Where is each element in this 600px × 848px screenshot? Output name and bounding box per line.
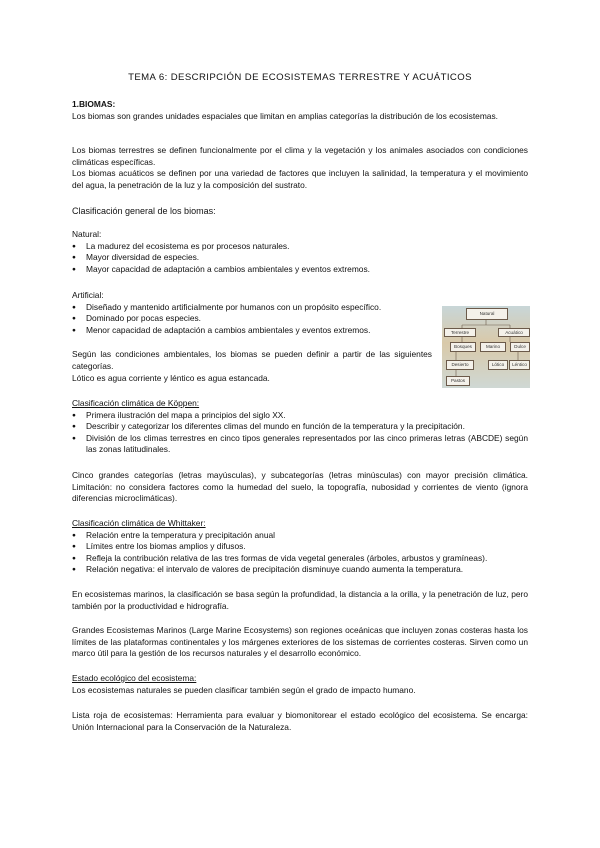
whittaker-section bbox=[72, 518, 528, 576]
diagram-box-terrestre: Terrestre bbox=[444, 328, 476, 337]
koppen-heading: Clasificación climática de Köppen: bbox=[72, 398, 200, 408]
diagram-box-marino: Marino bbox=[480, 342, 506, 352]
list-item: ● División de los climas terrestres en cinco tipos generales representados por las cinco primeras letras (ABCDE) según las zonas latitudinales. bbox=[72, 433, 528, 456]
estado-heading: Estado ecológico del ecosistema: bbox=[72, 673, 197, 683]
artificial-heading: Artificial: bbox=[72, 290, 104, 300]
estado-text: Los ecosistemas naturales se pueden clasificar también según el grado de impacto humano. bbox=[72, 684, 416, 695]
diagram-box-bosques: Bosques bbox=[450, 342, 476, 352]
biomas-acuaticos-paragraph: Los biomas acuáticos se definen por una variedad de factores que incluyen la salinidad, la temperatura y el movimiento del agua, la penetración de la luz y la composición del sustrato. bbox=[72, 168, 528, 190]
koppen-list bbox=[72, 410, 528, 456]
diagram-box-lotico: Lótico bbox=[488, 360, 508, 370]
list-item: ● Relación entre la temperatura y precipitación anual bbox=[72, 530, 528, 542]
diagram-box-desierto: Desierto bbox=[446, 360, 474, 370]
whittaker-heading: Clasificación climática de Whittaker: bbox=[72, 518, 206, 528]
list-item: ● Primera ilustración del mapa a principios del siglo XX. bbox=[72, 410, 528, 422]
list-item: ● Mayor capacidad de adaptación a cambios ambientales y eventos extremos. bbox=[72, 264, 528, 276]
diagram-box-pastos: Pastos bbox=[446, 376, 470, 386]
biomes-diagram-image bbox=[442, 306, 530, 388]
diagram-box-dulce: Dulce bbox=[510, 342, 530, 352]
whittaker-list bbox=[72, 530, 528, 576]
list-item: ● Diseñado y mantenido artificialmente por humanos con un propósito específico. bbox=[72, 302, 528, 314]
koppen-section bbox=[72, 398, 528, 456]
diagram-box-natural: Natural bbox=[466, 308, 508, 320]
grandes-ecosistemas-paragraph: Grandes Ecosistemas Marinos (Large Marine Ecosystems) son regiones oceánicas que incluyen zonas costeras hasta los límites de las plataformas continentales y los márgenes exteriores de los sistemas de corrientes costeras. Sirven como un marco útil para la gestión de los recursos naturales y el desarrollo económico. bbox=[72, 625, 528, 659]
marinos-paragraph: En ecosistemas marinos, la clasificación se basa según la profundidad, la distancia a la orilla, y la penetración de luz, pero también por la productividad e hidrografía. bbox=[72, 589, 528, 611]
list-item: ● Relación negativa: el intervalo de valores de precipitación disminuye cuando aumenta la temperatura. bbox=[72, 564, 528, 576]
natural-section bbox=[72, 229, 528, 275]
clasificacion-general-heading: Clasificación general de los biomas: bbox=[72, 206, 216, 216]
natural-list bbox=[72, 241, 528, 276]
diagram-box-lentico: Léntico bbox=[509, 360, 530, 370]
list-item: ● Dominado por pocas especies. bbox=[72, 313, 528, 325]
biomas-intro: Los biomas son grandes unidades espaciales que limitan en amplias categorías la distribución de los ecosistemas. bbox=[72, 110, 498, 121]
estado-section bbox=[72, 673, 528, 696]
list-item: ● Mayor diversidad de especies. bbox=[72, 252, 528, 264]
list-item: ● Describir y categorizar los diferentes climas del mundo en función de la temperatura y la precipitación. bbox=[72, 421, 528, 433]
biomas-heading: 1.BIOMAS: bbox=[72, 99, 116, 109]
section-biomas bbox=[72, 99, 528, 122]
list-item: ● Menor capacidad de adaptación a cambios ambientales y eventos extremos. bbox=[72, 325, 528, 337]
list-item: ● La madurez del ecosistema es por procesos naturales. bbox=[72, 241, 528, 253]
list-item: ● Límites entre los biomas amplios y difusos. bbox=[72, 541, 528, 553]
list-item: ● Refleja la contribución relativa de las tres formas de vida vegetal generales (árboles, arbustos y gramíneas). bbox=[72, 553, 528, 565]
cinco-categorias-paragraph: Cinco grandes categorías (letras mayúsculas), y subcategorías (letras minúsculas) con mayor precisión climática. Limitación: no considera factores como la humedad del suelo, la topografía, nubosidad y corrientes de viento (ignora diferencias microclimáticas). bbox=[72, 470, 528, 504]
lotico-paragraph: Lótico es agua corriente y léntico es agua estancada. bbox=[72, 373, 270, 383]
biomas-terrestres-paragraph: Los biomas terrestres se definen funcionalmente por el clima y la vegetación y los animales asociados con condiciones climáticas específicas. bbox=[72, 145, 528, 167]
document-title: TEMA 6: DESCRIPCIÓN DE ECOSISTEMAS TERRESTRE Y ACUÁTICOS bbox=[128, 72, 472, 83]
natural-heading: Natural: bbox=[72, 229, 102, 239]
lista-roja-paragraph: Lista roja de ecosistemas: Herramienta para evaluar y biomonitorear el estado ecológico del ecosistema. Se encarga: Unión Internacional para la Conservación de la Naturaleza. bbox=[72, 710, 528, 732]
diagram-box-acuatico: Acuático bbox=[498, 328, 530, 337]
condiciones-paragraph: Según las condiciones ambientales, los biomas se pueden definir a partir de las siguientes categorías. bbox=[72, 349, 432, 371]
